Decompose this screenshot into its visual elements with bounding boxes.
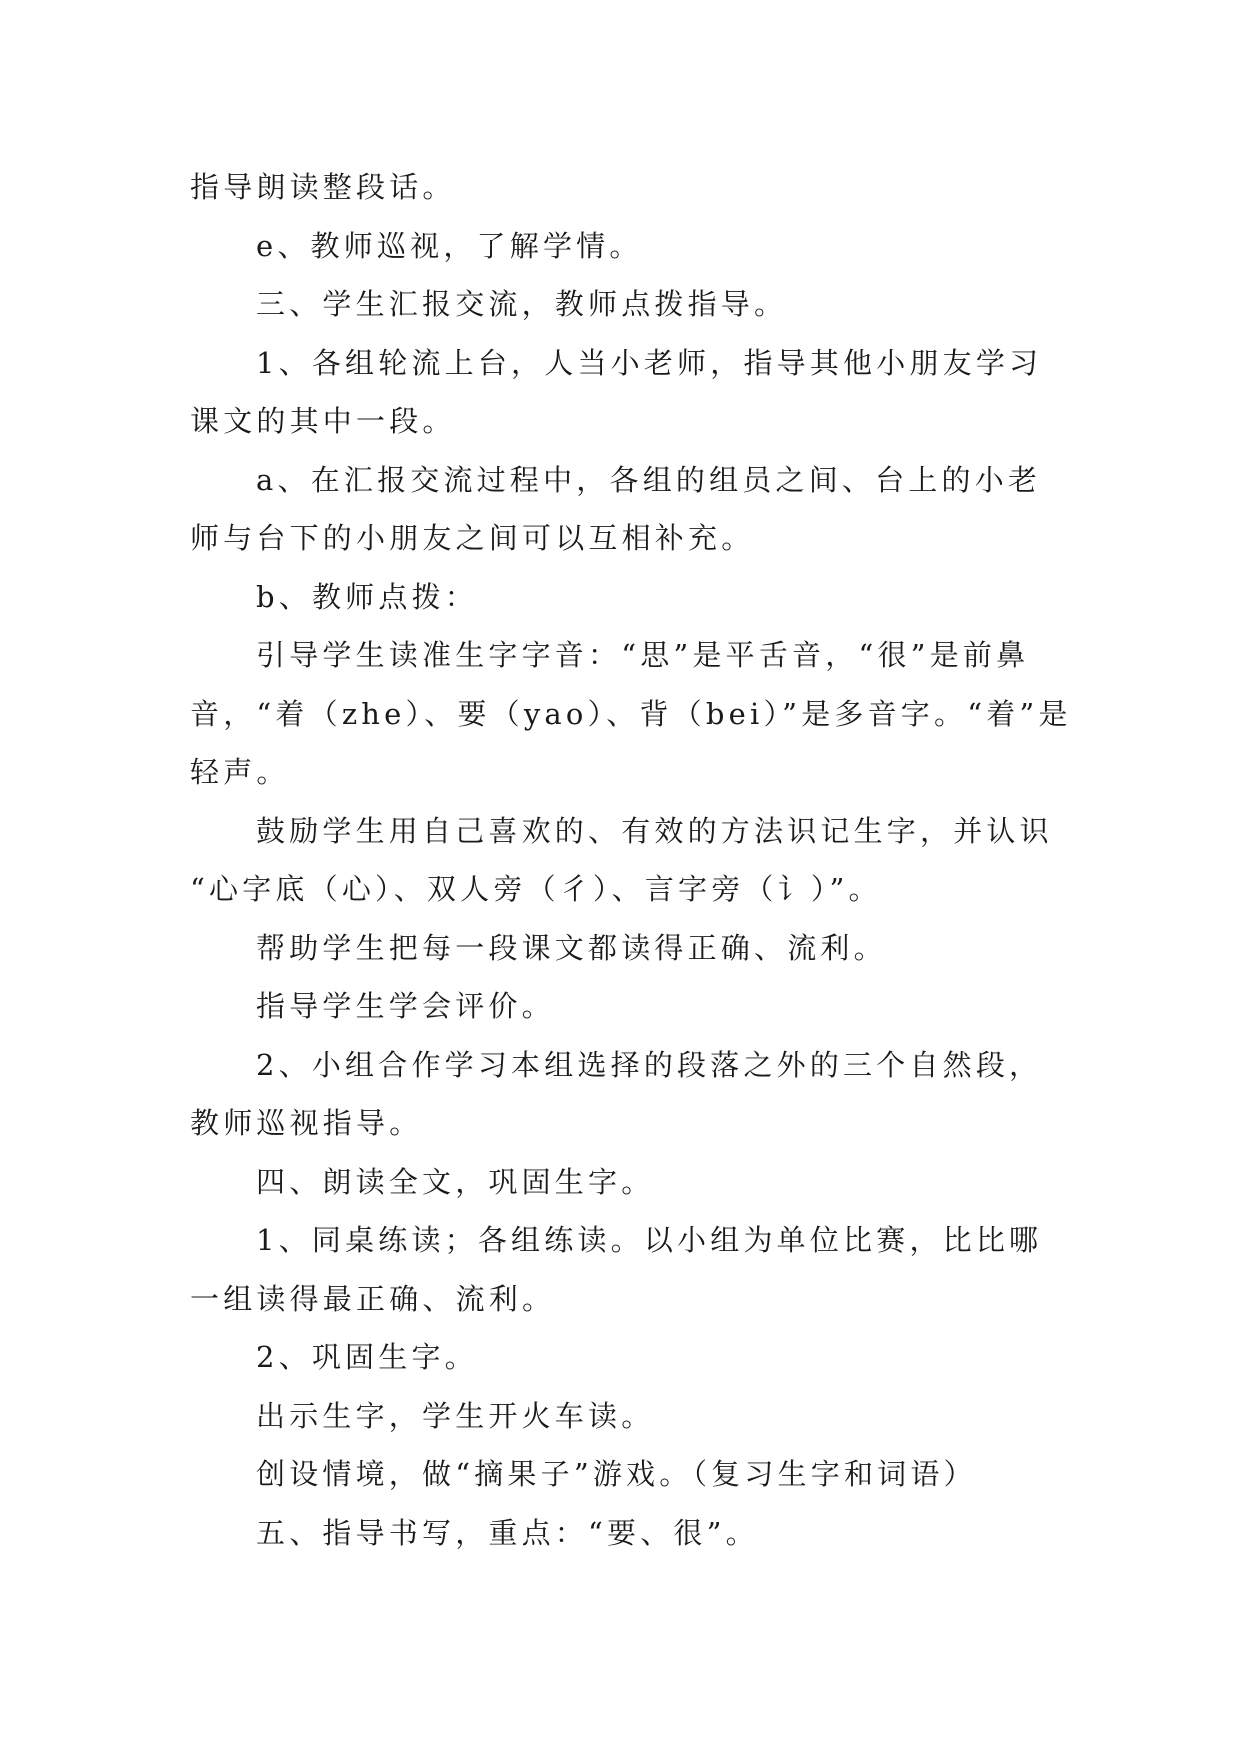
section-heading: 四、朗读全文，巩固生字。 [256, 1164, 655, 1199]
text-line: 指导学生学会评价。 [256, 989, 555, 1023]
text-line: “心字底（心）、双人旁（彳）、言字旁（讠）”。 [190, 872, 882, 906]
text-line: 1、各组轮流上台，人当小老师，指导其他小朋友学习 [256, 345, 1043, 380]
text-line: a、在汇报交流过程中，各组的组员之间、台上的小老 [256, 462, 1042, 497]
document-body [190, 158, 1072, 1562]
text-line: e、教师巡视，了解学情。 [256, 228, 643, 263]
section-heading: 五、指导书写，重点：“要、很”。 [256, 1515, 759, 1550]
text-line: 课文的其中一段。 [190, 404, 456, 438]
text-line: b、教师点拨： [256, 579, 478, 614]
text-line: 1、同桌练读；各组练读。以小组为单位比赛，比比哪 [256, 1223, 1043, 1257]
text-line: 音，“着（zhe）、要（yao）、背（bei）”是多音字。“着”是 [190, 696, 1072, 731]
text-line: 出示生字，学生开火车读。 [256, 1398, 655, 1433]
text-line: 指导朗读整段话。 [190, 170, 456, 204]
text-line: 鼓励学生用自己喜欢的、有效的方法识记生字，并认识 [256, 813, 1053, 848]
text-line: 轻声。 [190, 755, 290, 789]
section-heading: 三、学生汇报交流，教师点拨指导。 [256, 287, 788, 321]
text-line: 2、小组合作学习本组选择的段落之外的三个自然段， [256, 1047, 1043, 1082]
text-line: 2、巩固生字。 [256, 1340, 478, 1374]
text-line: 一组读得最正确、流利。 [190, 1281, 556, 1316]
text-line: 创设情境，做“摘果子”游戏。（复习生字和词语） [256, 1457, 977, 1491]
text-line: 师与台下的小朋友之间可以互相补充。 [190, 521, 755, 555]
text-line: 教师巡视指导。 [190, 1106, 423, 1140]
text-line: 帮助学生把每一段课文都读得正确、流利。 [256, 930, 887, 965]
text-line: 引导学生读准生字字音：“思”是平舌音，“很”是前鼻 [256, 638, 1030, 672]
